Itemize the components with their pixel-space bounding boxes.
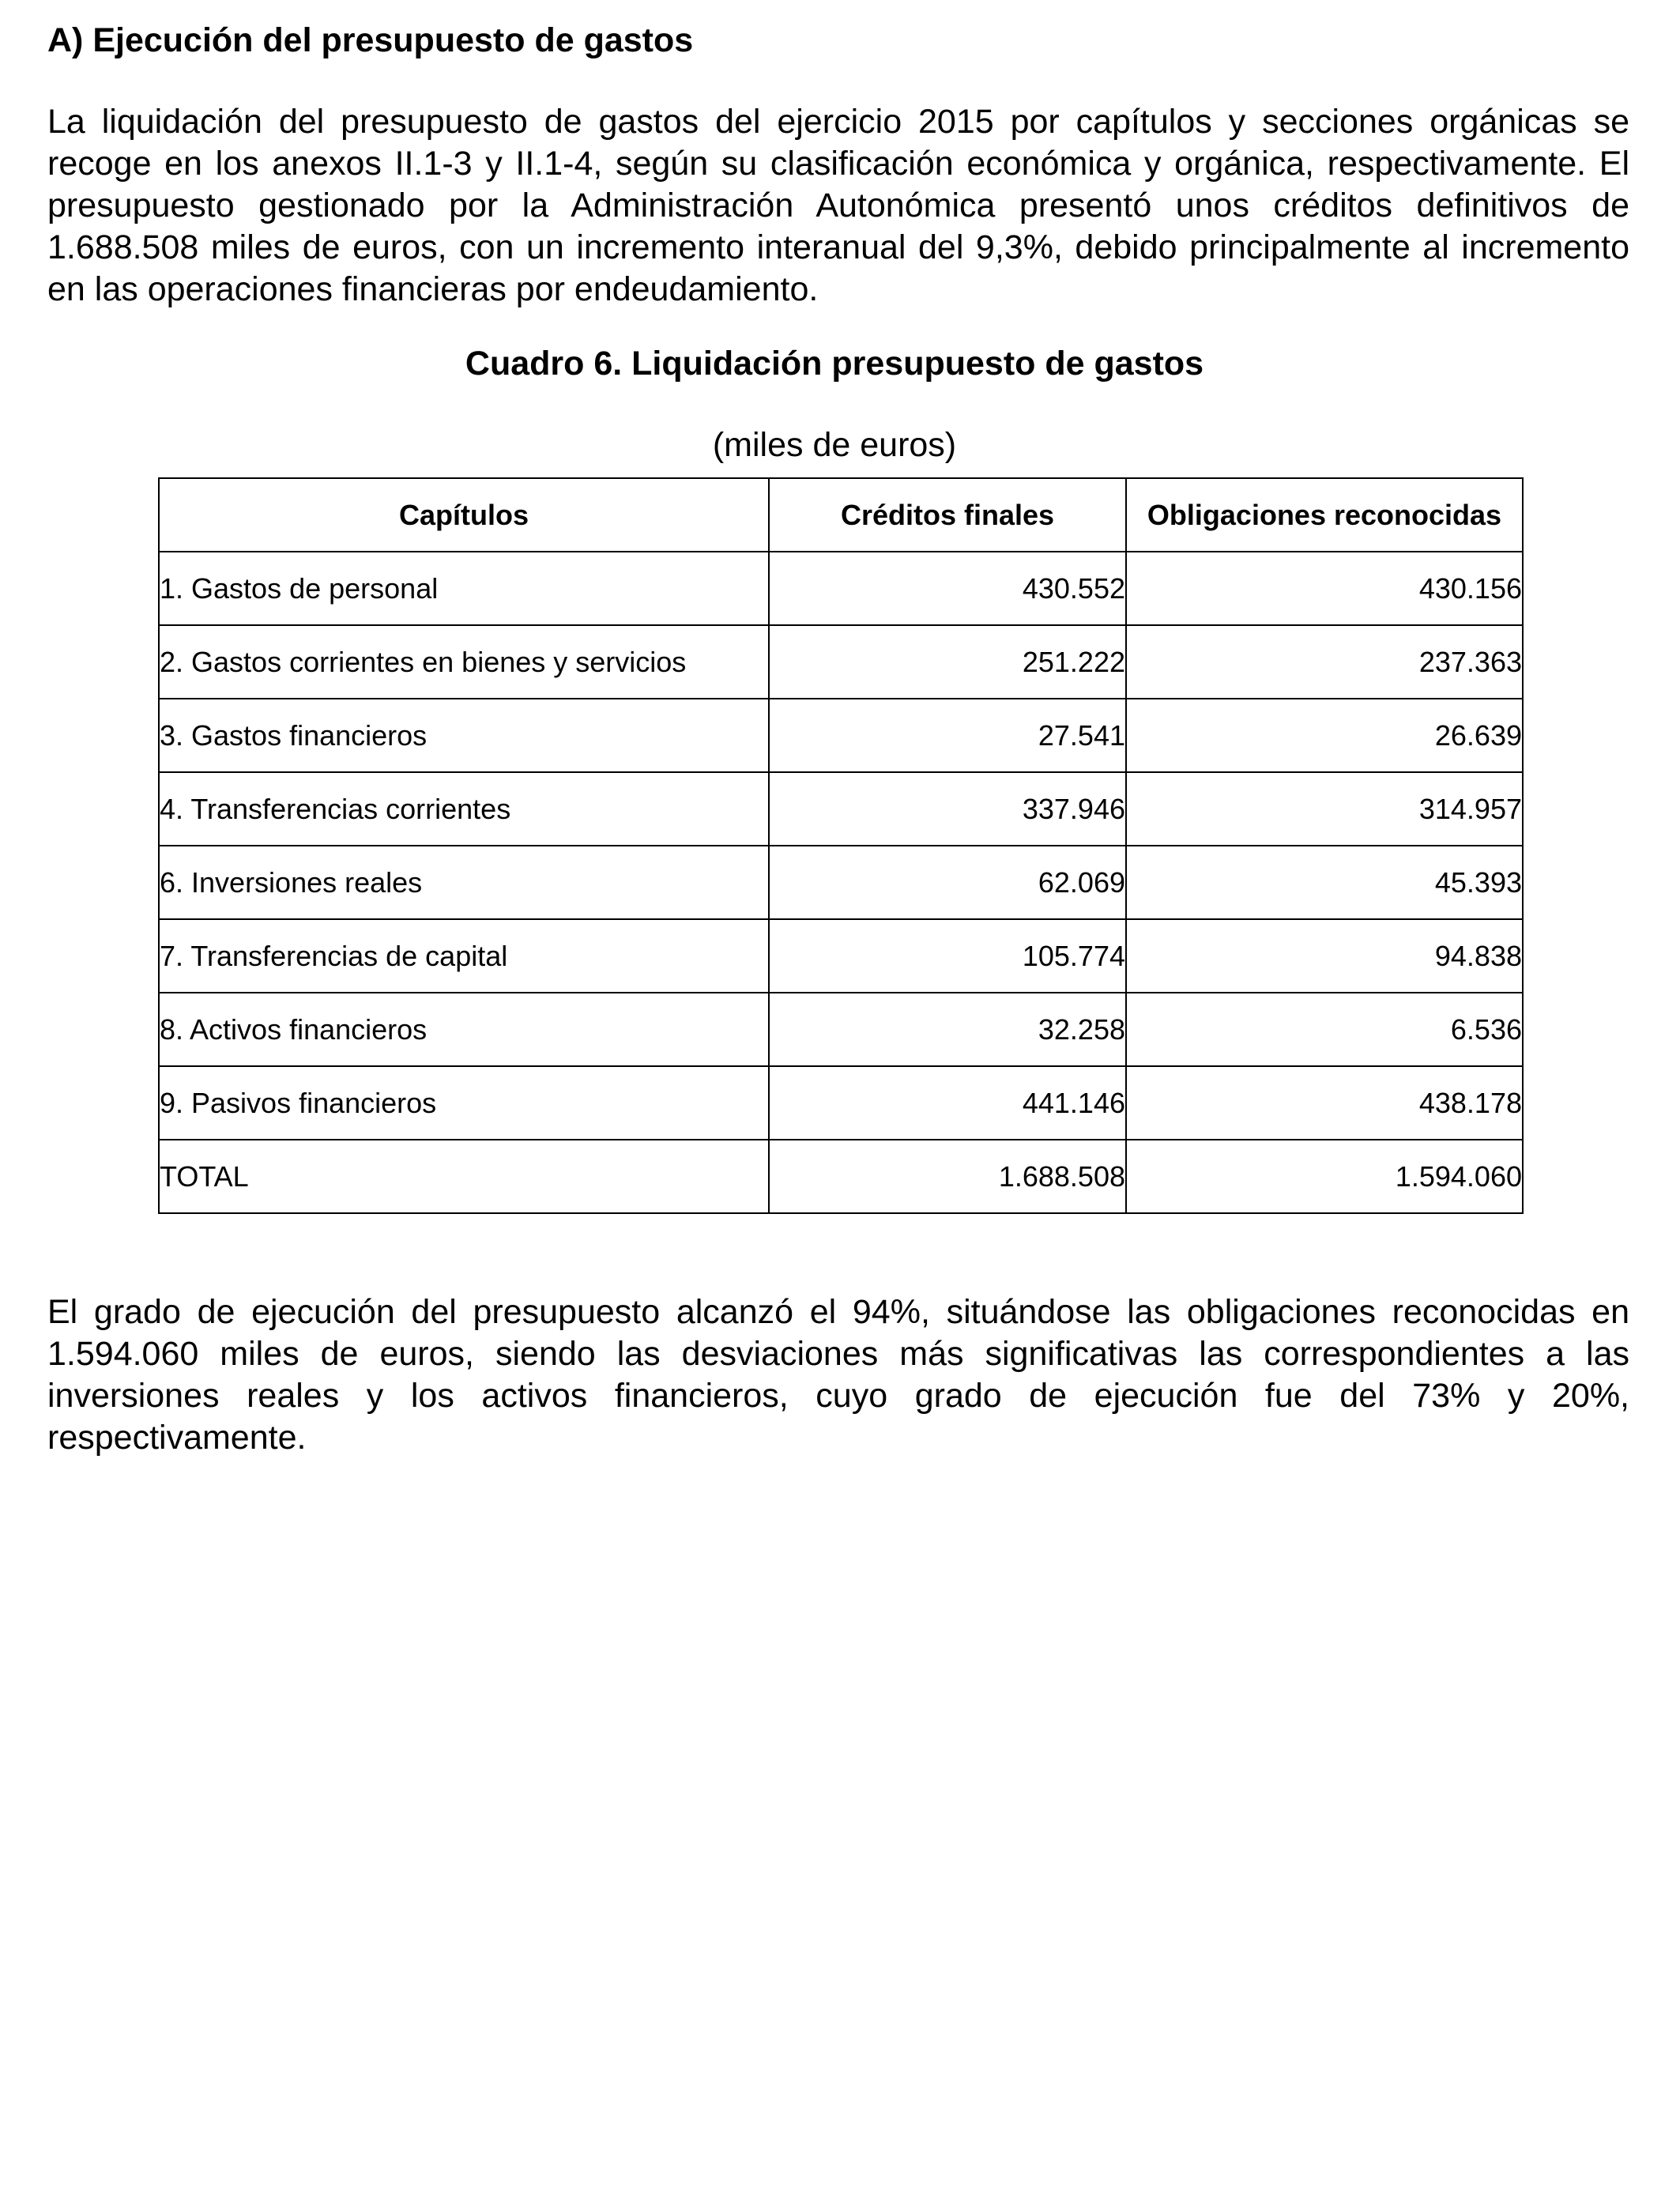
closing-paragraph: El grado de ejecución del presupuesto alcanzó el 94%, situándose las obligaciones reconocidas en 1.594.060 miles de euros, siendo las desviaciones más significativas las correspondientes a las inversiones reales y los activos financieros, cuyo grado de ejecución fue del 73% y 20%, respectivamente. (47, 1293, 1629, 1457)
row-label: 7. Transferencias de capital (159, 919, 769, 993)
section-heading: A) Ejecución del presupuesto de gastos (47, 21, 694, 59)
header-obligaciones-reconocidas: Obligaciones reconocidas (1126, 478, 1523, 552)
obligaciones-value: 94.838 (1126, 919, 1523, 993)
table-row (159, 772, 1523, 846)
document-page (47, 17, 1629, 1459)
creditos-value: 105.774 (769, 919, 1126, 993)
table-row (159, 993, 1523, 1066)
intro-paragraph: La liquidación del presupuesto de gastos del ejercicio 2015 por capítulos y secciones orgánicas se recoge en los anexos II.1-3 y II.1-4, según su clasificación económica y orgánica, respectivamente. El presupuesto gestionado por la Administración Autonómica presentó unos créditos definitivos de 1.688.508 miles de euros, con un incremento interanual del 9,3%, debido principalmente al incremento en las operaciones financieras por endeudamiento. (47, 103, 1629, 308)
creditos-value: 62.069 (769, 846, 1126, 919)
header-creditos-finales: Créditos finales (769, 478, 1126, 552)
budget-table (158, 477, 1524, 1214)
header-capitulos: Capítulos (159, 478, 769, 552)
table-row (159, 625, 1523, 699)
total-obligaciones-value: 1.594.060 (1126, 1140, 1523, 1213)
table-caption: Cuadro 6. Liquidación presupuesto de gastos (465, 345, 1204, 383)
creditos-value: 430.552 (769, 552, 1126, 625)
row-label: 8. Activos financieros (159, 993, 769, 1066)
obligaciones-value: 314.957 (1126, 772, 1523, 846)
obligaciones-value: 438.178 (1126, 1066, 1523, 1140)
obligaciones-value: 6.536 (1126, 993, 1523, 1066)
row-label: 9. Pasivos financieros (159, 1066, 769, 1140)
obligaciones-value: 237.363 (1126, 625, 1523, 699)
creditos-value: 27.541 (769, 699, 1126, 772)
row-label: 6. Inversiones reales (159, 846, 769, 919)
table-row (159, 1066, 1523, 1140)
row-label: 3. Gastos financieros (159, 699, 769, 772)
total-creditos-value: 1.688.508 (769, 1140, 1126, 1213)
row-label: 4. Transferencias corrientes (159, 772, 769, 846)
table-total-row (159, 1140, 1523, 1213)
row-label: 1. Gastos de personal (159, 552, 769, 625)
table-row (159, 699, 1523, 772)
row-label: 2. Gastos corrientes en bienes y servicios (159, 625, 769, 699)
table-row (159, 846, 1523, 919)
creditos-value: 441.146 (769, 1066, 1126, 1140)
obligaciones-value: 430.156 (1126, 552, 1523, 625)
total-label: TOTAL (159, 1140, 769, 1213)
table-units: (miles de euros) (712, 426, 957, 464)
table-header-row (159, 478, 1523, 552)
obligaciones-value: 45.393 (1126, 846, 1523, 919)
creditos-value: 32.258 (769, 993, 1126, 1066)
table-row (159, 919, 1523, 993)
obligaciones-value: 26.639 (1126, 699, 1523, 772)
creditos-value: 251.222 (769, 625, 1126, 699)
creditos-value: 337.946 (769, 772, 1126, 846)
table-row (159, 552, 1523, 625)
